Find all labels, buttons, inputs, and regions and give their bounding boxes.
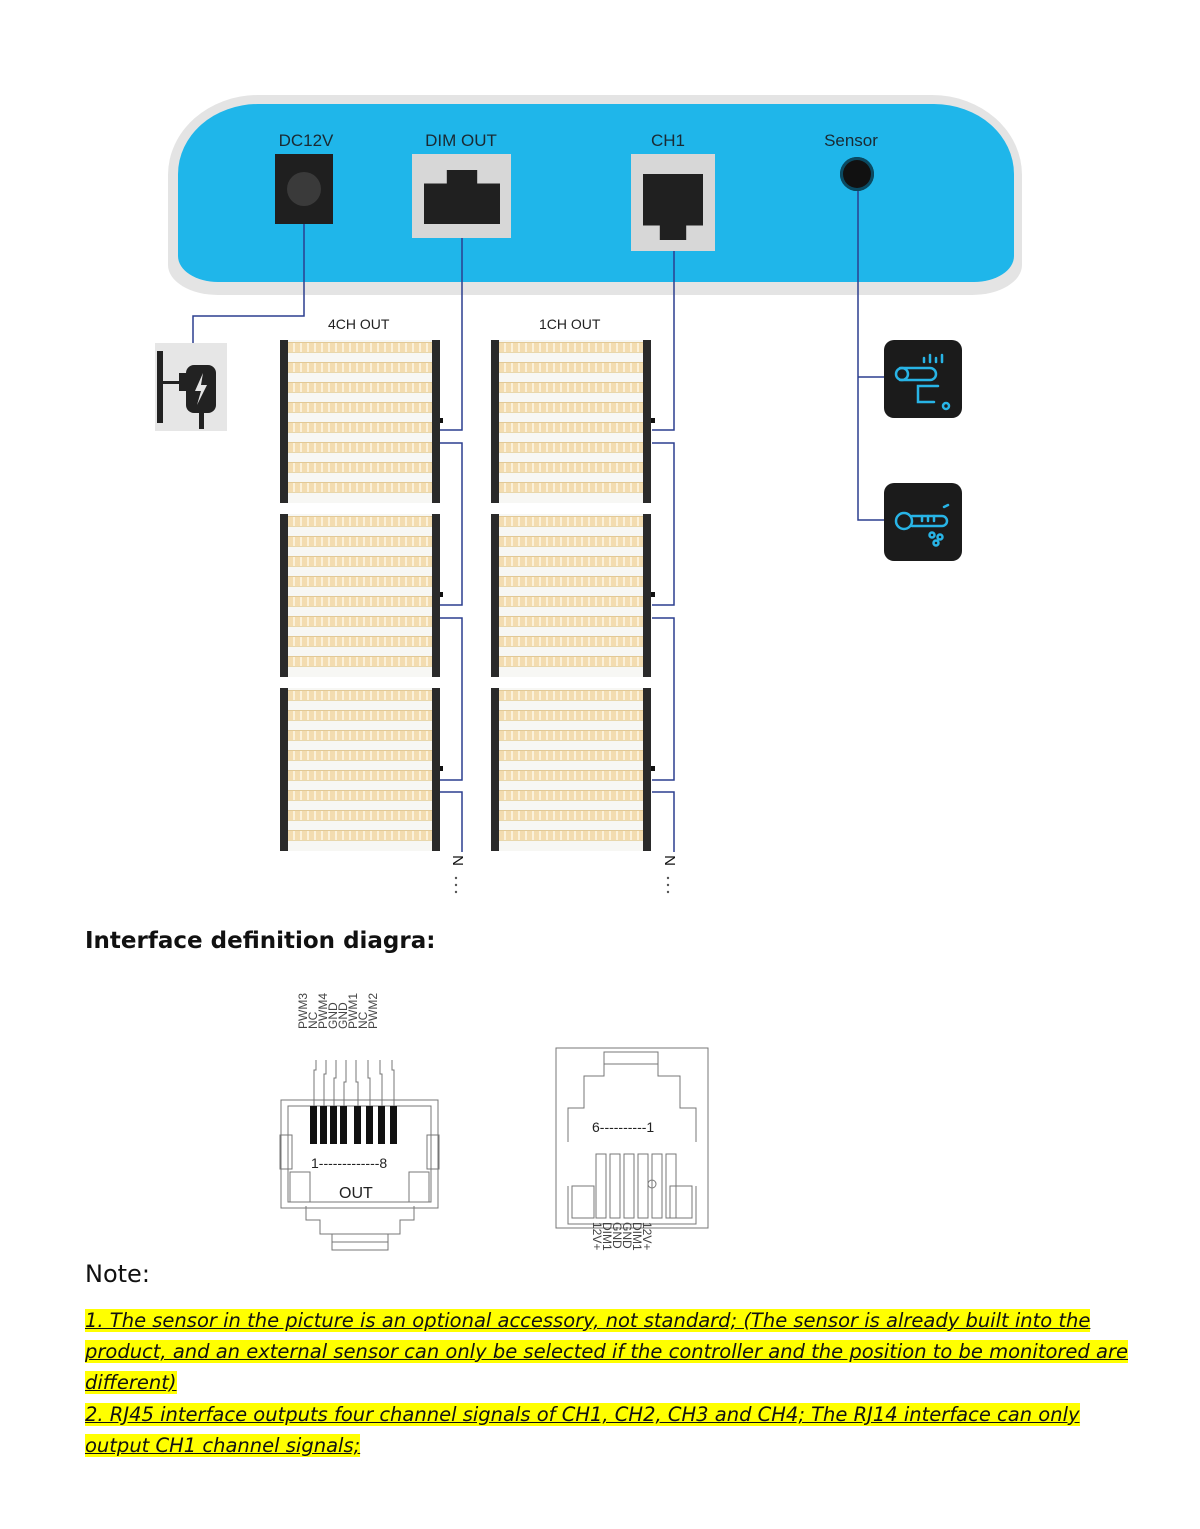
led-panel xyxy=(491,340,651,503)
led-panel xyxy=(280,514,440,677)
note-text: 2. RJ45 interface outputs four channel signals of CH1, CH2, CH3 and CH4; The RJ14 interface can only output CH1 channel signals; xyxy=(85,1403,1080,1457)
rj45-pin-label: NC xyxy=(356,1011,370,1029)
rj45-out-label: OUT xyxy=(339,1185,373,1202)
led-panel xyxy=(280,340,440,503)
port-label-dc: DC12V xyxy=(278,131,334,150)
temperature-humidity-sensor-icon xyxy=(884,340,962,418)
note-item-2 xyxy=(85,1399,1145,1461)
led-panel xyxy=(280,688,440,851)
rj14-pin-label: GND xyxy=(610,1222,624,1249)
rj45-pin-label: NC xyxy=(306,1011,320,1029)
rj14-pinout-diagram xyxy=(554,1046,712,1230)
rj45-range-label: 1-------------8 xyxy=(311,1155,388,1171)
rj45-pin-label: GND xyxy=(326,1002,340,1029)
rj14-pin-label: GND xyxy=(620,1222,634,1249)
port-label-sensor: Sensor xyxy=(824,131,878,150)
temperature-probe-icon xyxy=(884,483,962,561)
rj14-pin-label: 12V+ xyxy=(640,1222,654,1251)
humidity-sensor xyxy=(884,340,962,418)
note-title: Note: xyxy=(85,1260,150,1288)
group-label-4ch: 4CH OUT xyxy=(328,316,390,332)
led-panel xyxy=(491,514,651,677)
rj45-pin-label: PWM3 xyxy=(296,993,310,1029)
continuation-4ch: N xyxy=(448,855,466,866)
continuation-1ch: N xyxy=(660,855,678,866)
power-adapter xyxy=(155,343,227,431)
rj45-pin-label: PWM4 xyxy=(316,993,330,1029)
port-label-dim-out: DIM OUT xyxy=(425,131,497,150)
rj14-pin-label: DIM1 xyxy=(630,1222,644,1251)
rj45-pin-label: GND xyxy=(336,1002,350,1029)
port-label-ch1: CH1 xyxy=(650,131,685,150)
interface-heading: Interface definition diagra: xyxy=(85,928,436,954)
led-panel xyxy=(491,688,651,851)
rj45-pin-label: PWM2 xyxy=(366,993,380,1029)
power-plug-icon xyxy=(155,343,227,431)
group-label-1ch: 1CH OUT xyxy=(539,316,601,332)
temperature-probe xyxy=(884,483,962,561)
rj45-pin-label: PWM1 xyxy=(346,993,360,1029)
note-item-1 xyxy=(85,1305,1145,1398)
rj14-pin-labels xyxy=(592,1222,652,1251)
note-text: 1. The sensor in the picture is an optional accessory, not standard; (The sensor is already built into the product, and an external sensor can only be selected if the controller and the position to be monitored are different) xyxy=(85,1309,1128,1394)
rj45-pin-labels xyxy=(298,993,378,1029)
rj14-pin-label: 12V+ xyxy=(590,1222,604,1251)
rj14-range-label: 6----------1 xyxy=(592,1119,655,1135)
rj14-pin-label: DIM1 xyxy=(600,1222,614,1251)
